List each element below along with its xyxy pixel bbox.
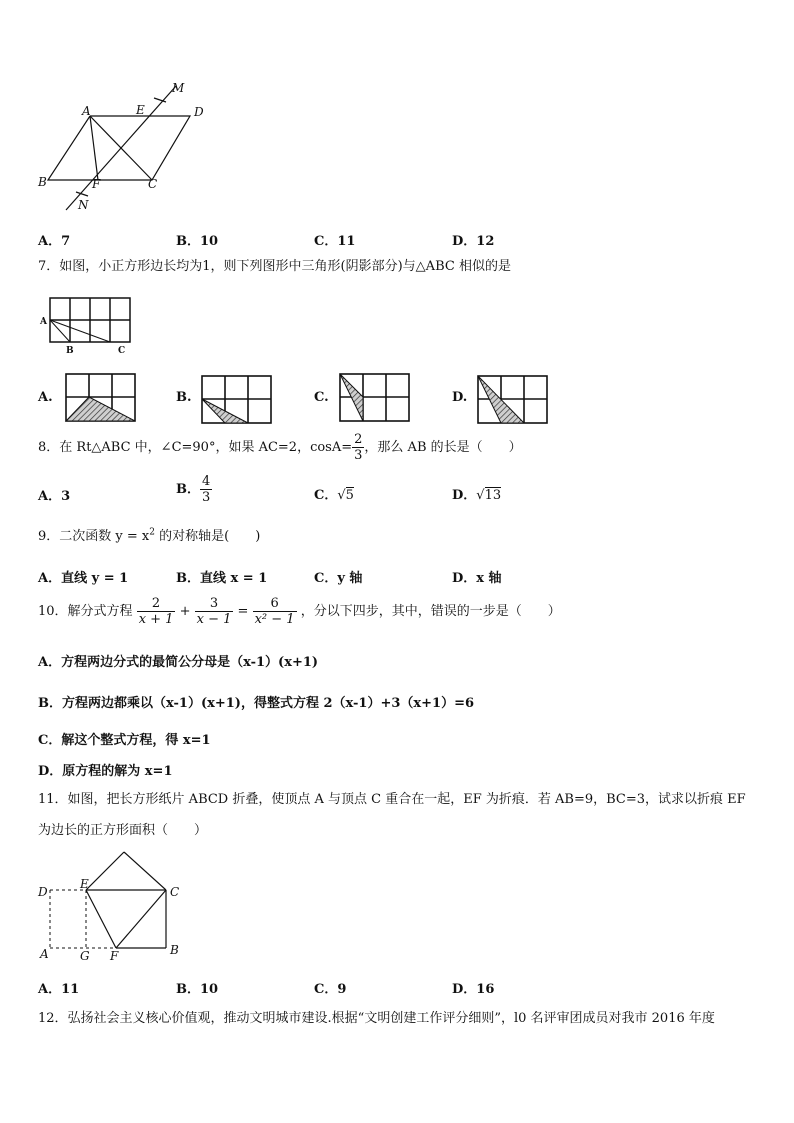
q9-stem-post: 的对称轴是( ) bbox=[154, 529, 261, 544]
q7-reference-figure bbox=[36, 292, 136, 356]
fig1-label-f: F bbox=[92, 177, 101, 191]
q8-option-c-label: C． bbox=[314, 488, 338, 503]
q10-f1-num: 2 bbox=[137, 596, 176, 612]
q9-option-b: B．直线 x = 1 bbox=[176, 571, 268, 586]
q11-stem-line1: 11．如图，把长方形纸片 ABCD 折叠，使顶点 A 与顶点 C 重合在一起，EF 为折痕．若 AB=9，BC=3，试求以折痕 EF bbox=[38, 792, 746, 807]
q11-option-b: B．10 bbox=[176, 982, 219, 997]
q9-option-d: D．x 轴 bbox=[452, 571, 502, 586]
q8-option-d-radicand: 13 bbox=[484, 488, 502, 503]
fig1-label-e: E bbox=[136, 103, 145, 117]
fig1-label-n: N bbox=[78, 198, 89, 212]
q7-option-b-label: B. bbox=[176, 390, 192, 405]
q7-option-c-figure bbox=[338, 372, 412, 424]
q10-fraction-1 bbox=[137, 596, 176, 627]
q10-f2-num: 3 bbox=[195, 596, 234, 612]
q11-label-g: G bbox=[80, 949, 90, 963]
q8-cos-den: 3 bbox=[354, 448, 363, 463]
q9-option-a: A．直线 y = 1 bbox=[38, 571, 129, 586]
q9-stem bbox=[38, 525, 260, 544]
q11-figure bbox=[30, 846, 200, 964]
q6-option-b: B．10 bbox=[176, 234, 219, 249]
q9-option-c: C．y 轴 bbox=[314, 571, 363, 586]
fig1-label-c: C bbox=[148, 177, 158, 191]
q11-option-c: C．9 bbox=[314, 982, 347, 997]
q7-label-c: C bbox=[118, 346, 126, 356]
q8-option-a: A．3 bbox=[38, 489, 71, 504]
q10-fraction-3 bbox=[253, 596, 297, 627]
q7-option-b-figure bbox=[200, 374, 274, 426]
q7-option-a-label: A. bbox=[38, 390, 53, 405]
q10-option-b: B．方程两边都乘以（x-1）(x+1)，得整式方程 2（x-1）+3（x+1）=6 bbox=[38, 696, 475, 711]
q11-stem-line2: 为边长的正方形面积（ ） bbox=[38, 823, 208, 838]
q8-option-c: C．√5 bbox=[314, 488, 354, 503]
q8-stem bbox=[38, 432, 522, 463]
q10-f3-num: 6 bbox=[253, 596, 297, 612]
q8-option-b-label: B． bbox=[176, 482, 200, 497]
q7-option-d-figure bbox=[476, 374, 550, 426]
q10-f3-den: x² − 1 bbox=[254, 612, 295, 627]
q6-option-a: A．7 bbox=[38, 234, 71, 249]
fig1-label-b: B bbox=[38, 175, 47, 189]
q6-option-c: C．11 bbox=[314, 234, 356, 249]
q7-label-a: A bbox=[40, 317, 47, 327]
q9-stem-sup: 2 bbox=[149, 527, 155, 538]
q8-option-b-den: 3 bbox=[202, 490, 211, 505]
q7-option-d-label: D. bbox=[452, 390, 468, 405]
q7-option-c-label: C. bbox=[314, 390, 329, 405]
q8-option-b-num: 4 bbox=[202, 474, 211, 489]
q11-option-a: A．11 bbox=[38, 982, 80, 997]
q11-label-f: F bbox=[110, 949, 119, 963]
q10-fraction-2 bbox=[195, 596, 234, 627]
q10-f2-den: x − 1 bbox=[196, 612, 232, 627]
q10-option-a: A．方程两边分式的最简公分母是（x-1）(x+1) bbox=[38, 655, 319, 670]
q8-option-d: D．√13 bbox=[452, 488, 502, 503]
q10-stem-post: ，分以下四步，其中，错误的一步是（ ） bbox=[300, 604, 561, 619]
q11-label-e: E bbox=[80, 877, 89, 891]
q8-stem-pre: 8．在 Rt△ABC 中，∠C=90°，如果 AC=2，cosA= bbox=[38, 440, 353, 455]
q10-equals: = bbox=[237, 604, 249, 619]
q11-label-c: C bbox=[170, 885, 180, 899]
fig1-label-d: D bbox=[194, 105, 204, 119]
q11-label-b: B bbox=[170, 943, 179, 957]
q11-option-d: D．16 bbox=[452, 982, 495, 997]
q10-option-c: C．解这个整式方程，得 x=1 bbox=[38, 733, 211, 748]
q7-label-b: B bbox=[66, 346, 74, 356]
q12-stem: 12．弘扬社会主义核心价值观，推动文明城市建设.根据“文明创建工作评分细则”，l0 名评审团成员对我市 2016 年度 bbox=[38, 1011, 715, 1026]
q7-option-a-figure bbox=[64, 372, 138, 424]
q7-stem: 7．如图，小正方形边长均为1，则下列图形中三角形(阴影部分)与△ABC 相似的是 bbox=[38, 259, 511, 274]
q10-f1-den: x + 1 bbox=[138, 612, 174, 627]
q11-label-d: D bbox=[38, 885, 48, 899]
q6-option-d: D．12 bbox=[452, 234, 495, 249]
q10-stem bbox=[38, 596, 561, 627]
figure-parallelogram bbox=[30, 78, 230, 218]
q10-option-d: D．原方程的解为 x=1 bbox=[38, 764, 173, 779]
q8-option-b-fraction bbox=[200, 474, 212, 505]
q9-stem-pre: 9．二次函数 y = x bbox=[38, 529, 150, 544]
q8-option-c-radicand: 5 bbox=[345, 488, 354, 503]
q8-cos-fraction bbox=[352, 432, 364, 463]
q8-stem-post: ，那么 AB 的长是（ ） bbox=[364, 440, 522, 455]
fig1-label-a: A bbox=[82, 104, 91, 118]
q10-plus: + bbox=[179, 604, 191, 619]
q8-option-b bbox=[176, 474, 212, 505]
q8-cos-num: 2 bbox=[354, 432, 363, 447]
q11-label-a: A bbox=[40, 947, 49, 961]
q10-stem-pre: 10．解分式方程 bbox=[38, 604, 133, 619]
q8-option-d-label: D． bbox=[452, 488, 477, 503]
fig1-label-m: M bbox=[172, 81, 185, 95]
